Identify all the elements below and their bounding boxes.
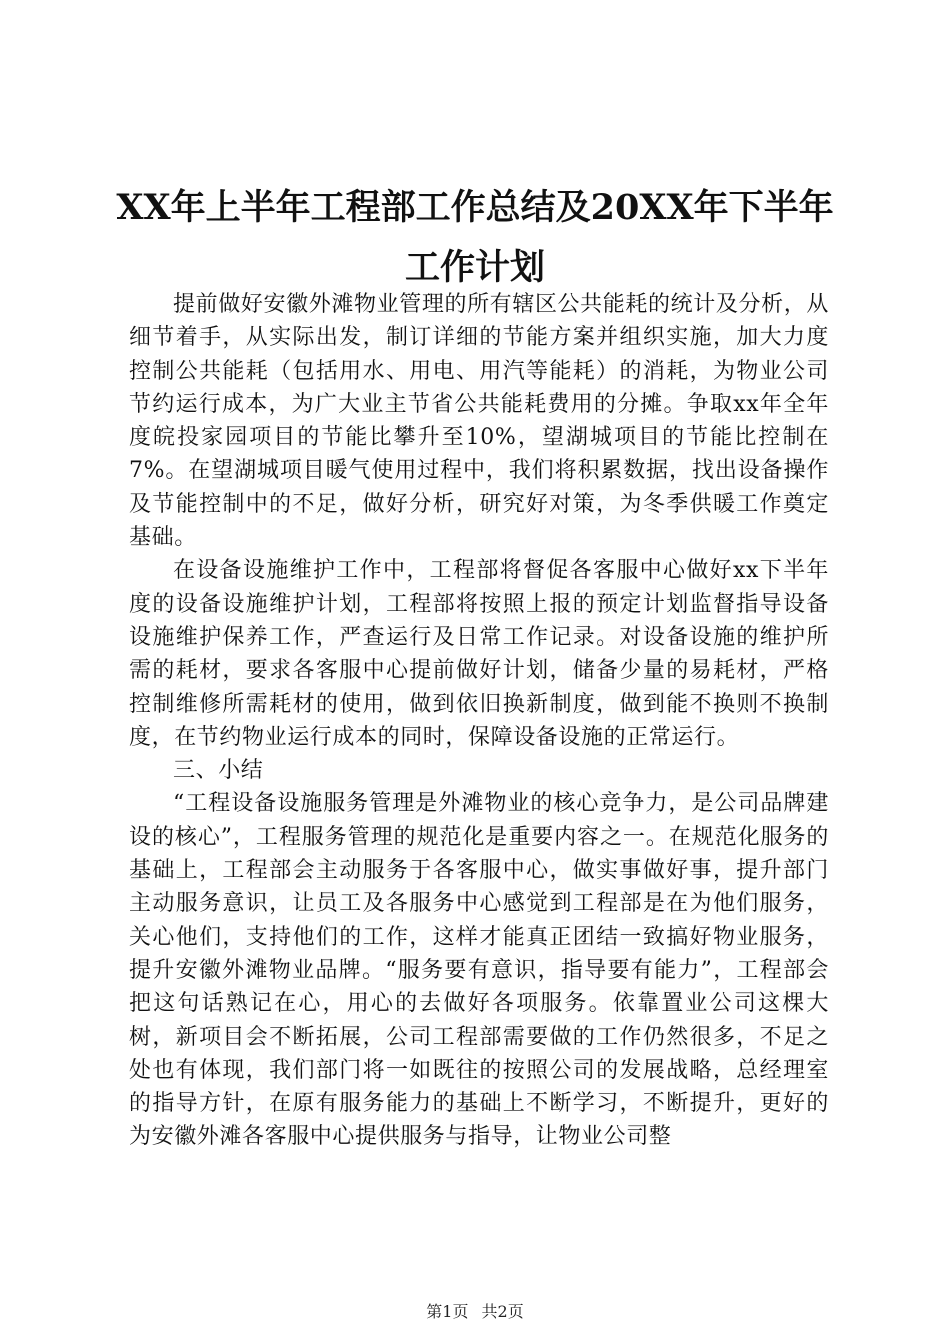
page-footer <box>0 1302 950 1322</box>
title-line-1: XX年上半年工程部工作总结及20XX年下半年 <box>116 187 834 228</box>
paragraph-summary: “工程设备设施服务管理是外滩物业的核心竞争力，是公司品牌建设的核心”，工程服务管理的规范化是重要内容之一。在规范化服务的基础上，工程部会主动服务于各客服中心，做实事做好事，提升部门主动服务意识，让员工及各服务中心感觉到工程部是在为他们服务，关心他们，支持他们的工作，这样才能真正团结一致搞好物业服务，提升安徽外滩物业品牌。“服务要有意识，指导要有能力”，工程部会把这句话熟记在心，用心的去做好各项服务。依靠置业公司这棵大树，新项目会不断拓展，公司工程部需要做的工作仍然很多，不足之处也有体现，我们部门将一如既往的按照公司的发展战略，总经理室的指导方针，在原有服务能力的基础上不断学习，不断提升，更好的为安徽外滩各客服中心提供服务与指导，让物业公司整 <box>129 791 829 1150</box>
document-body <box>129 288 829 1154</box>
page-total: 共2页 <box>481 1302 524 1321</box>
page-number: 第1页 <box>426 1302 469 1321</box>
title-line-2: 工作计划 <box>404 247 545 288</box>
paragraph-equipment-maintenance: 在设备设施维护工作中，工程部将督促各客服中心做好xx下半年度的设备设施维护计划，工程部将按照上报的预定计划监督指导设备设施维护保养工作，严查运行及日常工作记录。对设备设施的维护所需的耗材，要求各客服中心提前做好计划，储备少量的易耗材，严格控制维修所需耗材的使用，做到依旧换新制度，做到能不换则不换制度，在节约物业运行成本的同时，保障设备设施的正常运行。 <box>129 558 829 750</box>
document-title <box>95 178 855 298</box>
paragraph-energy-saving: 提前做好安徽外滩物业管理的所有辖区公共能耗的统计及分析，从细节着手，从实际出发，制订详细的节能方案并组织实施，加大力度控制公共能耗（包括用水、用电、用汽等能耗）的消耗，为物业公司节约运行成本，为广大业主节省公共能耗费用的分摊。争取xx年全年度皖投家园项目的节能比攀升至10%，望湖城项目的节能比控制在7%。在望湖城项目暖气使用过程中，我们将积累数据，找出设备操作及节能控制中的不足，做好分析，研究好对策，为冬季供暖工作奠定基础。 <box>129 292 829 551</box>
section-heading-summary: 三、小结 <box>173 758 264 784</box>
